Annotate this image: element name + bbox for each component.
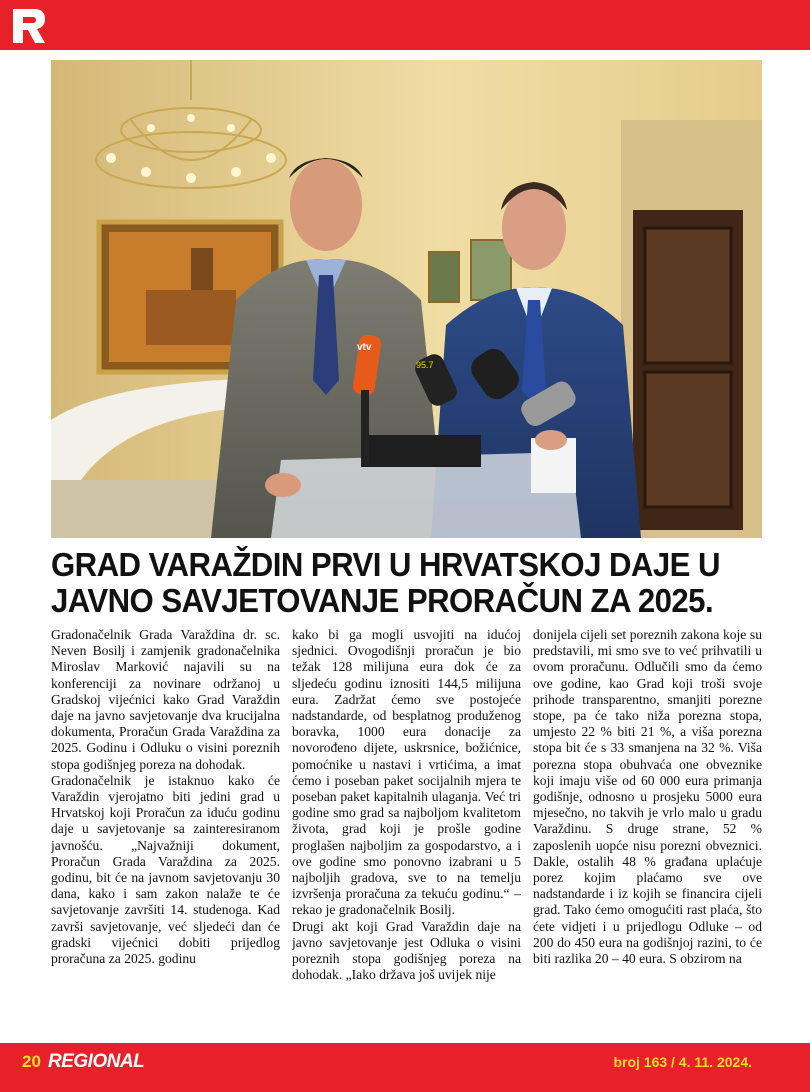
paragraph: Gradonačelnik Grada Varaždina dr. sc. Neven Bosilj i zamjenik gradonačelnika Miroslav Marković najavili su na konferenciji za novinare održanoj u Gradskoj vijećnici kako Grad Varaždin daje na javno savjetovanje dva krucijalna dokumenta, Proračun Grada Varaždina za 2025. Godinu i Odluku o visini poreznih stopa godišnjeg poreza na dohodak. (51, 627, 280, 772)
headline-line-2: JAVNO SAVJETOVANJE PRORAČUN ZA 2025. (51, 583, 714, 620)
article-body (51, 627, 762, 1033)
paragraph: donijela cijeli set poreznih zakona koje su predstavili, mi smo sve to već prihvatili u ovom proračunu. Odlučili smo da ćemo ove godine, kao Grad koji troši svoje prihode transparentno, smanjiti porezne stope, pa će tako niža porezna stopa, umjesto 22 % biti 21 %, a viša porezna stopa bit će s 33 smanjena na 32 %. Viša porezna stopa obuhvaća one obveznike koji imaju više od 60 000 eura primanja godišnje, odnosno u prosjeku 5000 eura mjesečno, no takvih je vrlo malo u gradu Varaždinu. S druge strane, 52 % zaposlenih uopće nisu porezni obveznici. Dakle, ostalih 48 % građana uplaćuje porez kojim plaćamo sve ove nadstandarde i iz kojih se financira cijeli grad. Tako ćemo omogućiti rast plaća, što ćete vidjeti i u prijedlogu Odluke – od 200 do 450 eura na godišnjoj razini, to će biti razlika 20 – 40 eura. S obzirom na (533, 627, 762, 967)
mic-label-957: 95.7 (416, 360, 434, 370)
article-headline (51, 547, 720, 620)
top-banner (0, 0, 810, 50)
issue-info: broj 163 / 4. 11. 2024. (613, 1054, 752, 1070)
mic-label-vtv: vtv (357, 342, 372, 353)
article-column-2 (292, 627, 521, 1033)
paragraph: Drugi akt koji Grad Varaždin daje na javno savjetovanje jest Odluka o visini poreznih stopa godišnjeg poreza na dohodak. „Iako država još uvijek nije (292, 918, 521, 983)
paragraph: kako bi ga mogli usvojiti na idućoj sjednici. Ovogodišnji proračun je bio težak 128 milijuna eura dok će za sljedeću godinu iznositi 144,5 milijuna eura. Zadržat ćemo sve postojeće nadstandarde, od besplatnog produženog boravka, 1000 eura donacije za novorođeno dijete, uskrsnice, božićnice, pomoćnike u nastavi i vrtićima, a imat ćemo i poseban paket socijalnih mjera te poseban paket kapitalnih ulaganja. Već tri godine smo grad sa najboljom kvalitetom života, grad koji je prošle godine proglašen najboljim za gospodarstvo, a i ove godine smo ponovno izabrani u 5 najboljih gradova, sve to na temelju izvršenja proračuna za tekuću godinu.“ – rekao je gradonačelnik Bosilj. (292, 627, 521, 918)
press-conference-photo (51, 60, 762, 538)
paragraph: Gradonačelnik je istaknuo kako će Varaždin vjerojatno biti jedini grad u Hrvatskoj koji Proračun za iduću godinu daje u savjetovanje sa zainteresiranom javnošću. „Najvažniji dokument, Proračun Grada Varaždina za 2025. godinu, bit će na javnom savjetovanju 30 dana, kako i sam zakon nalaže te će savjetovanje završiti 14. studenoga. Kad završi savjetovanje, već sljedeći dan će gradski vijećnici dobiti prijedlog proračuna za 2025. godinu (51, 772, 280, 967)
headline-line-1: GRAD VARAŽDIN PRVI U HRVATSKOJ DAJE U (51, 547, 720, 584)
article-column-1 (51, 627, 280, 1033)
regional-r-logo-icon (10, 6, 48, 46)
footer-brand-logo: REGIONAL (48, 1051, 145, 1072)
page-number: 20 (22, 1052, 41, 1071)
article-column-3 (533, 627, 762, 1033)
